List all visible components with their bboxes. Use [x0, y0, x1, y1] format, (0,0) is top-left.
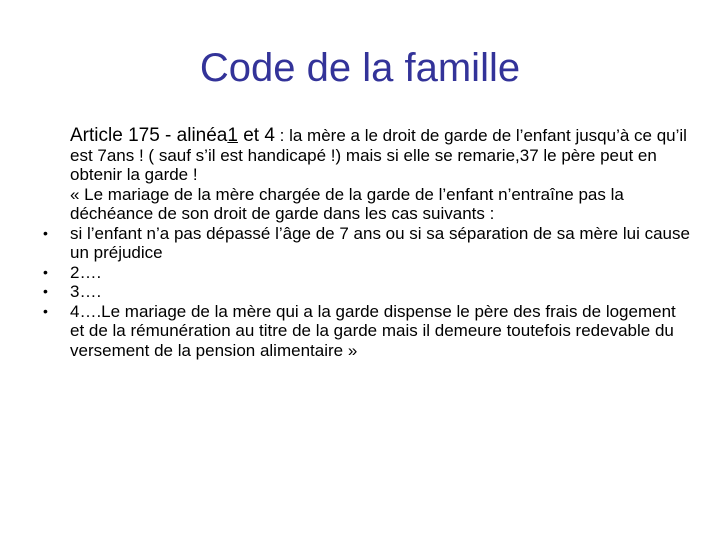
bullet-item-2 [43, 262, 690, 283]
article-text: : la mère a le droit de garde de l’enfant jusqu’à ce qu’il est 7ans ! ( sauf s’il est handicapé !) mais si elle se remarie,37 le père peut en obtenir la garde ! [70, 126, 687, 184]
bullet-text: si l’enfant n’a pas dépassé l’âge de 7 ans ou si sa séparation de sa mère lui cause un préjudice [70, 223, 690, 262]
bullet-icon: • [43, 224, 48, 241]
bullet-item-4 [43, 301, 690, 361]
bullet-text: 4….Le mariage de la mère qui a la garde dispense le père des frais de logement et de la rémunération au titre de la garde mais il demeure toutefois redevable du versement de la pension alimentaire » [70, 301, 676, 360]
article-paragraph [70, 126, 690, 185]
slide-body [43, 125, 690, 360]
article-heading [70, 125, 275, 146]
bullet-item-1 [43, 223, 690, 263]
article-rest: et 4 [237, 125, 275, 146]
article-number: 1 [227, 125, 238, 146]
bullet-item-3 [43, 282, 690, 302]
article-label: Article 175 - alinéa [70, 125, 228, 146]
bullet-icon: • [43, 263, 48, 280]
quote-paragraph: « Le mariage de la mère chargée de la garde de l’enfant n’entraîne pas la déchéance de son droit de garde dans les cas suivants : [70, 184, 624, 223]
slide-title: Code de la famille [199, 46, 521, 90]
bullet-text: 3…. [70, 282, 102, 301]
bullet-text: 2…. [70, 262, 102, 282]
bullet-icon: • [43, 302, 48, 319]
bullet-icon: • [43, 283, 48, 299]
